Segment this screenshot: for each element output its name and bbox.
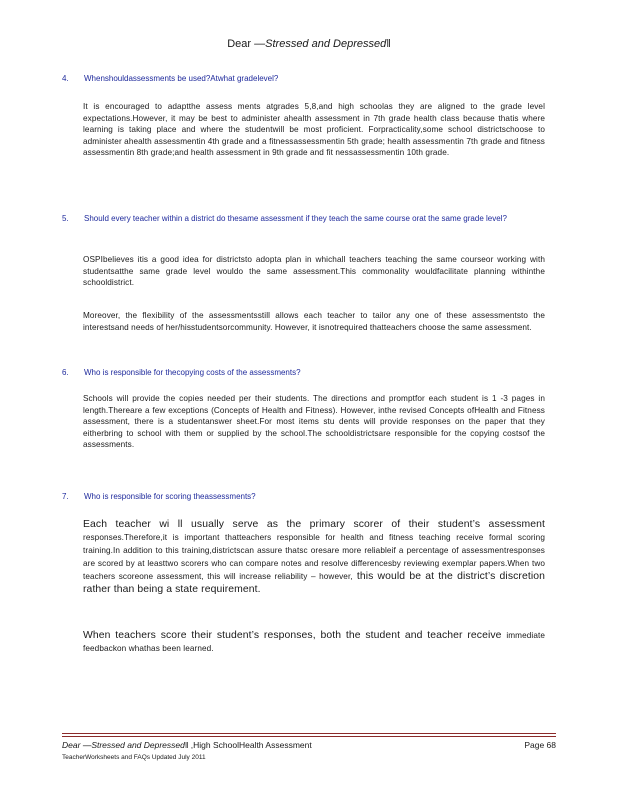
question-6	[62, 366, 562, 379]
page-number: Page 68	[524, 740, 556, 750]
header-prefix: Dear	[227, 38, 252, 50]
answer-4-paragraph: It is encouraged to adaptthe assess ments atgrades 5,8,and high schoolas they are aligned to the grade level expectations.However, it may be best to administer ahealth assessment in 7th grade health class because thatis where learning is taking place and where the studentwill be most proficient. Forpracticality,some school districtschoose to administer ahealth assessmentin 4th grade and a fitnessassessmentin 5th grade; health assessmentin 7th grade and fitness assessmentin 8th grade;and health assessment in 9th grade and fit nessassessmentin 10th grade.	[83, 102, 545, 158]
question-number: 5.	[62, 214, 69, 223]
answer-7-body: responses.Therefore,it is important thatteachers responsible for health and fitness teaching receive formal scoring training.In addition to this training,districtscan assure thatsc oresare more reliableif a percentage of assessmentresponses are scored by at leasttwo scorers who can compare notes and resolve differencesby reviewing exemplar papers.When two teachers scoreone assessment, this will increase reliability – however,	[83, 533, 545, 581]
question-5	[62, 212, 532, 225]
footer-title	[62, 740, 312, 750]
answer-7b-lead: When teachers score their student’s responses, both the student and teacher receive	[83, 630, 502, 641]
footer-rule-2	[62, 736, 556, 737]
question-text: Who is responsible for thecopying costs of the assessments?	[84, 368, 301, 377]
page-header	[0, 38, 618, 50]
footer-prefix: Dear	[62, 740, 81, 750]
answer-7-paragraph-1	[83, 518, 545, 596]
answer-7-tail: this would be at the district’s discretion rather than being a state requirement.	[83, 571, 545, 595]
header-title: —Stressed and Depressed‖	[254, 38, 391, 50]
footer-title-rest: ,High SchoolHealth Assessment	[190, 740, 312, 750]
question-text: Whenshouldassessments be used?Atwhat gradelevel?	[84, 74, 279, 83]
question-4	[62, 72, 562, 85]
question-text: Who is responsible for scoring theassessments?	[84, 492, 256, 501]
question-text: Should every teacher within a district do thesame assessment if they teach the same course orat the same grade level?	[84, 214, 507, 223]
footer-line-2: TeacherWorksheets and FAQs Updated July 2011	[62, 754, 206, 761]
footer-line-1	[62, 740, 562, 750]
question-number: 7.	[62, 492, 69, 501]
answer-6-paragraph: Schools will provide the copies needed per their students. The directions and promptfor each student is 1 -3 pages in length.Thereare a few exceptions (Concepts of Health and Fitness). However, inthe revised Concepts ofHealth and Fitness assessment, there is a studentanswer sheet.For most items stu dents will provide responses on the paper that they eitherbring to school with them or supplied by the school.The schooldistrictsare responsible for the copying costsof the assessments.	[83, 394, 545, 450]
question-7	[62, 490, 562, 503]
answer-7-paragraph-2	[83, 629, 545, 655]
footer-rule	[62, 733, 556, 734]
answer-7-lead: Each teacher wi ll usually serve as the primary scorer of their student’s assessment	[83, 519, 545, 530]
question-number: 4.	[62, 74, 69, 83]
answer-7b-body: immediate feedbackon whathas been learned.	[83, 631, 545, 653]
answer-5-paragraph-1: OSPIbelieves itis a good idea for districtsto adopta plan in whichall teachers teaching the same courseor working with studentsatthe same grade level wouldo the same assessment.This commonality wouldfacilitate planning withinthe schooldistrict.	[83, 255, 545, 288]
answer-5-paragraph-2: Moreover, the flexibility of the assessmentsstill allows each teacher to tailor any one of these assessmentsto the interestsand needs of her/hisstudentsorcommunity. However, it isnotrequired thatteachers choose the same assessment.	[83, 311, 545, 332]
footer-title-main: —Stressed and Depressed‖	[82, 740, 189, 750]
question-number: 6.	[62, 368, 69, 377]
